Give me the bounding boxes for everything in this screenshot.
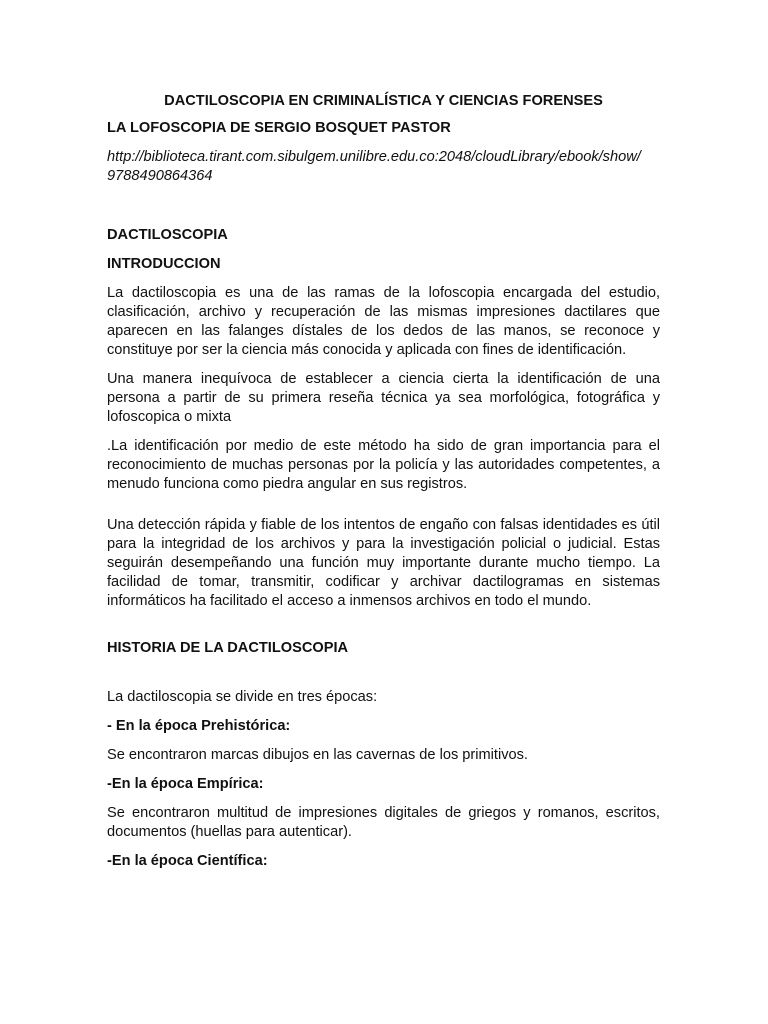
section-heading-introduccion: INTRODUCCION — [107, 256, 221, 272]
source-url-line-1: http://biblioteca.tirant.com.sibulgem.unilibre.edu.co:2048/cloudLibrary/ebook/show/ — [107, 149, 641, 165]
epoch-text: Se encontraron multitud de impresiones digitales de griegos y romanos, escritos, documentos (huellas para autenticar). — [107, 805, 660, 840]
epoch-label: -En la época Empírica: — [107, 776, 264, 792]
source-url-line-2: 9788490864364 — [107, 168, 213, 184]
history-intro: La dactiloscopia se divide en tres épocas: — [107, 689, 378, 705]
paragraph: .La identificación por medio de este método ha sido de gran importancia para el reconocimiento de muchas personas por la policía y las autoridades competentes, a menudo funciona como piedra angular en sus registros. — [107, 438, 660, 492]
document-page — [107, 92, 660, 881]
epoch-label: - En la época Prehistórica: — [107, 718, 291, 734]
document-title: DACTILOSCOPIA EN CRIMINALÍSTICA Y CIENCIAS FORENSES — [164, 93, 603, 109]
section-heading-historia: HISTORIA DE LA DACTILOSCOPIA — [107, 640, 349, 656]
section-heading-dactiloscopia: DACTILOSCOPIA — [107, 227, 228, 243]
paragraph: Una manera inequívoca de establecer a ciencia cierta la identificación de una persona a partir de su primera reseña técnica ya sea morfológica, fotográfica y lofoscopica o mixta — [107, 371, 660, 425]
paragraph: Una detección rápida y fiable de los intentos de engaño con falsas identidades es útil para la integridad de los archivos y para la investigación policial o judicial. Estas seguirán desempeñando una función muy importante durante mucho tiempo. La facilidad de tomar, transmitir, codificar y archivar dactilogramas en sistemas informáticos ha facilitado el acceso a inmensos archivos en todo el mundo. — [107, 517, 660, 609]
paragraph: La dactiloscopia es una de las ramas de la lofoscopia encargada del estudio, clasificación, archivo y recuperación de las mismas impresiones dactilares que aparecen en las falanges dístales de los dedos de las manos, se reconoce y constituye por ser la ciencia más conocida y aplicada con fines de identificación. — [107, 285, 660, 358]
source-url — [107, 148, 660, 186]
epoch-label: -En la época Científica: — [107, 853, 268, 869]
epoch-text: Se encontraron marcas dibujos en las cavernas de los primitivos. — [107, 747, 528, 763]
document-subtitle: LA LOFOSCOPIA DE SERGIO BOSQUET PASTOR — [107, 120, 451, 136]
